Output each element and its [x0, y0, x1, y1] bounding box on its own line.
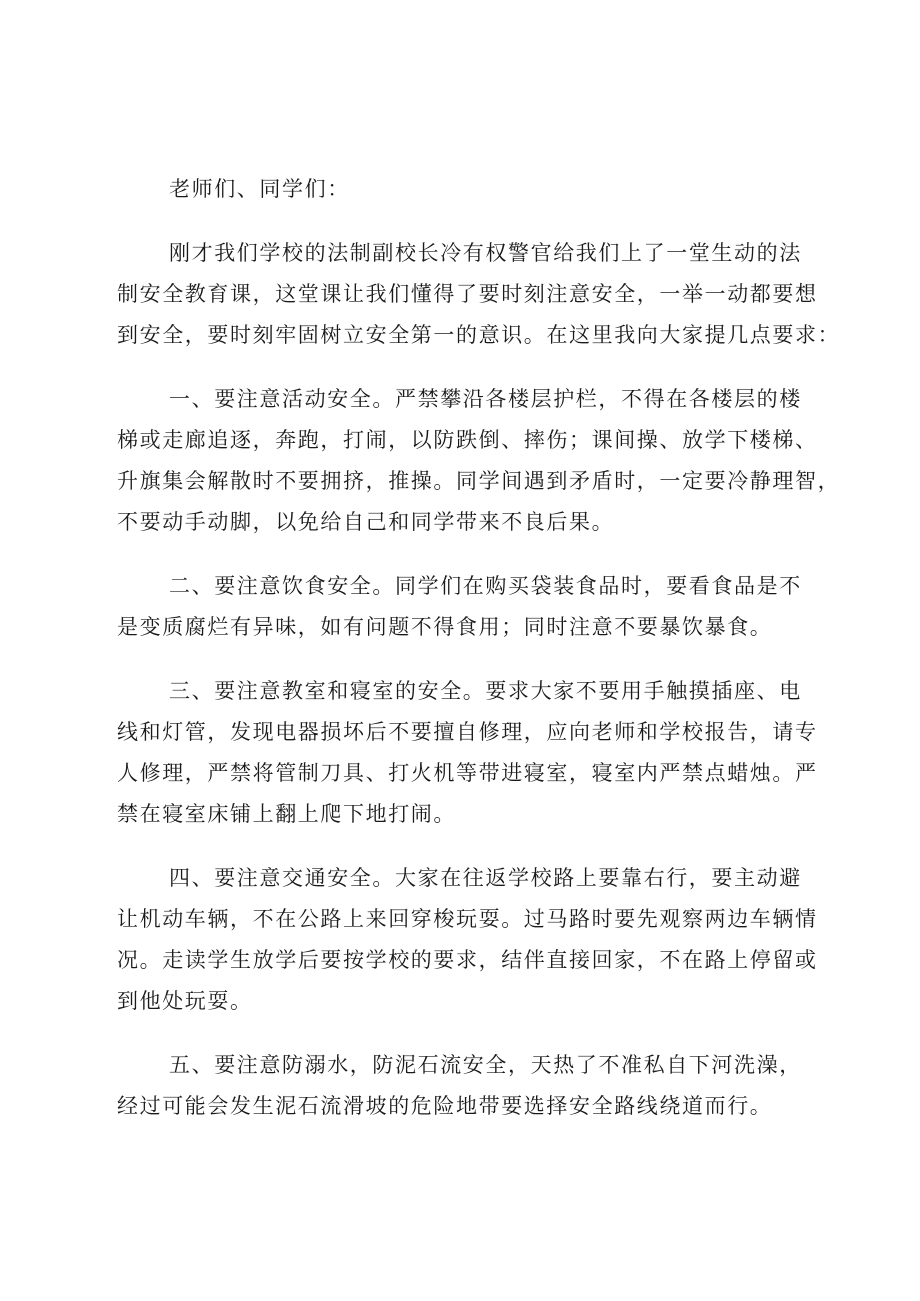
paragraph-point-1 — [117, 379, 841, 543]
paragraph-point-2 — [117, 566, 829, 648]
paragraph-line: 线和灯管，发现电器损坏后不要擅自修理，应向老师和学校报告，请专 — [117, 720, 818, 744]
paragraph-line: 不要动手动脚，以免给自己和同学带来不良后果。 — [117, 510, 615, 534]
paragraph-line: 到他处玩耍。 — [117, 989, 253, 1013]
paragraph-line: 一、要注意活动安全。严禁攀沿各楼层护栏，不得在各楼层的楼 — [169, 387, 802, 411]
paragraph-line: 制安全教育课，这堂课让我们懂得了要时刻注意安全，一举一动都要想 — [117, 282, 818, 306]
paragraph-line: 五、要注意防溺水，防泥石流安全，天热了不准私自下河洗澡， — [169, 1053, 802, 1077]
paragraph-gap — [117, 1022, 829, 1045]
paragraph-line: 是变质腐烂有异味，如有问题不得食用；同时注意不要暴饮暴食。 — [117, 615, 773, 639]
paragraph-gap — [117, 356, 829, 379]
document-body — [117, 169, 841, 1127]
paragraph-line: 况。走读学生放学后要按学校的要求，结伴直接回家，不在路上停留或 — [117, 948, 818, 972]
paragraph-line: 人修理，严禁将管制刀具、打火机等带进寝室，寝室内严禁点蜡烛。严 — [117, 761, 818, 785]
paragraph-line: 三、要注意教室和寝室的安全。要求大家不要用手触摸插座、电 — [169, 679, 802, 703]
paragraph-line: 二、要注意饮食安全。同学们在购买袋装食品时，要看食品是不 — [169, 574, 802, 598]
paragraph-line: 禁在寝室床铺上翻上爬下地打闹。 — [117, 802, 456, 826]
paragraph-line: 四、要注意交通安全。大家在往返学校路上要靠右行，要主动避 — [169, 866, 802, 890]
paragraph-gap — [117, 648, 829, 671]
paragraph-line: 经过可能会发生泥石流滑坡的危险地带要选择安全路线绕道而行。 — [117, 1094, 773, 1118]
paragraph-line: 梯或走廊追逐，奔跑，打闹，以防跌倒、摔伤；课间操、放学下楼梯、 — [117, 428, 818, 452]
paragraph-point-3 — [117, 671, 829, 835]
paragraph-line: 到安全，要时刻牢固树立安全第一的意识。在这里我向大家提几点要求： — [117, 323, 841, 347]
paragraph-line: 刚才我们学校的法制副校长冷有权警官给我们上了一堂生动的法 — [169, 241, 802, 265]
paragraph-line: 让机动车辆，不在公路上来回穿梭玩耍。过马路时要先观察两边车辆情 — [117, 907, 818, 931]
salutation: 老师们、同学们： — [169, 177, 350, 201]
paragraph-gap — [117, 835, 829, 858]
paragraph-gap — [117, 210, 829, 233]
paragraph-point-4 — [117, 858, 829, 1022]
paragraph-line: 升旗集会解散时不要拥挤，推操。同学间遇到矛盾时，一定要冷静理智， — [117, 469, 841, 493]
paragraph-point-5 — [117, 1045, 829, 1127]
paragraph-gap — [117, 543, 829, 566]
paragraph-intro — [117, 233, 841, 356]
